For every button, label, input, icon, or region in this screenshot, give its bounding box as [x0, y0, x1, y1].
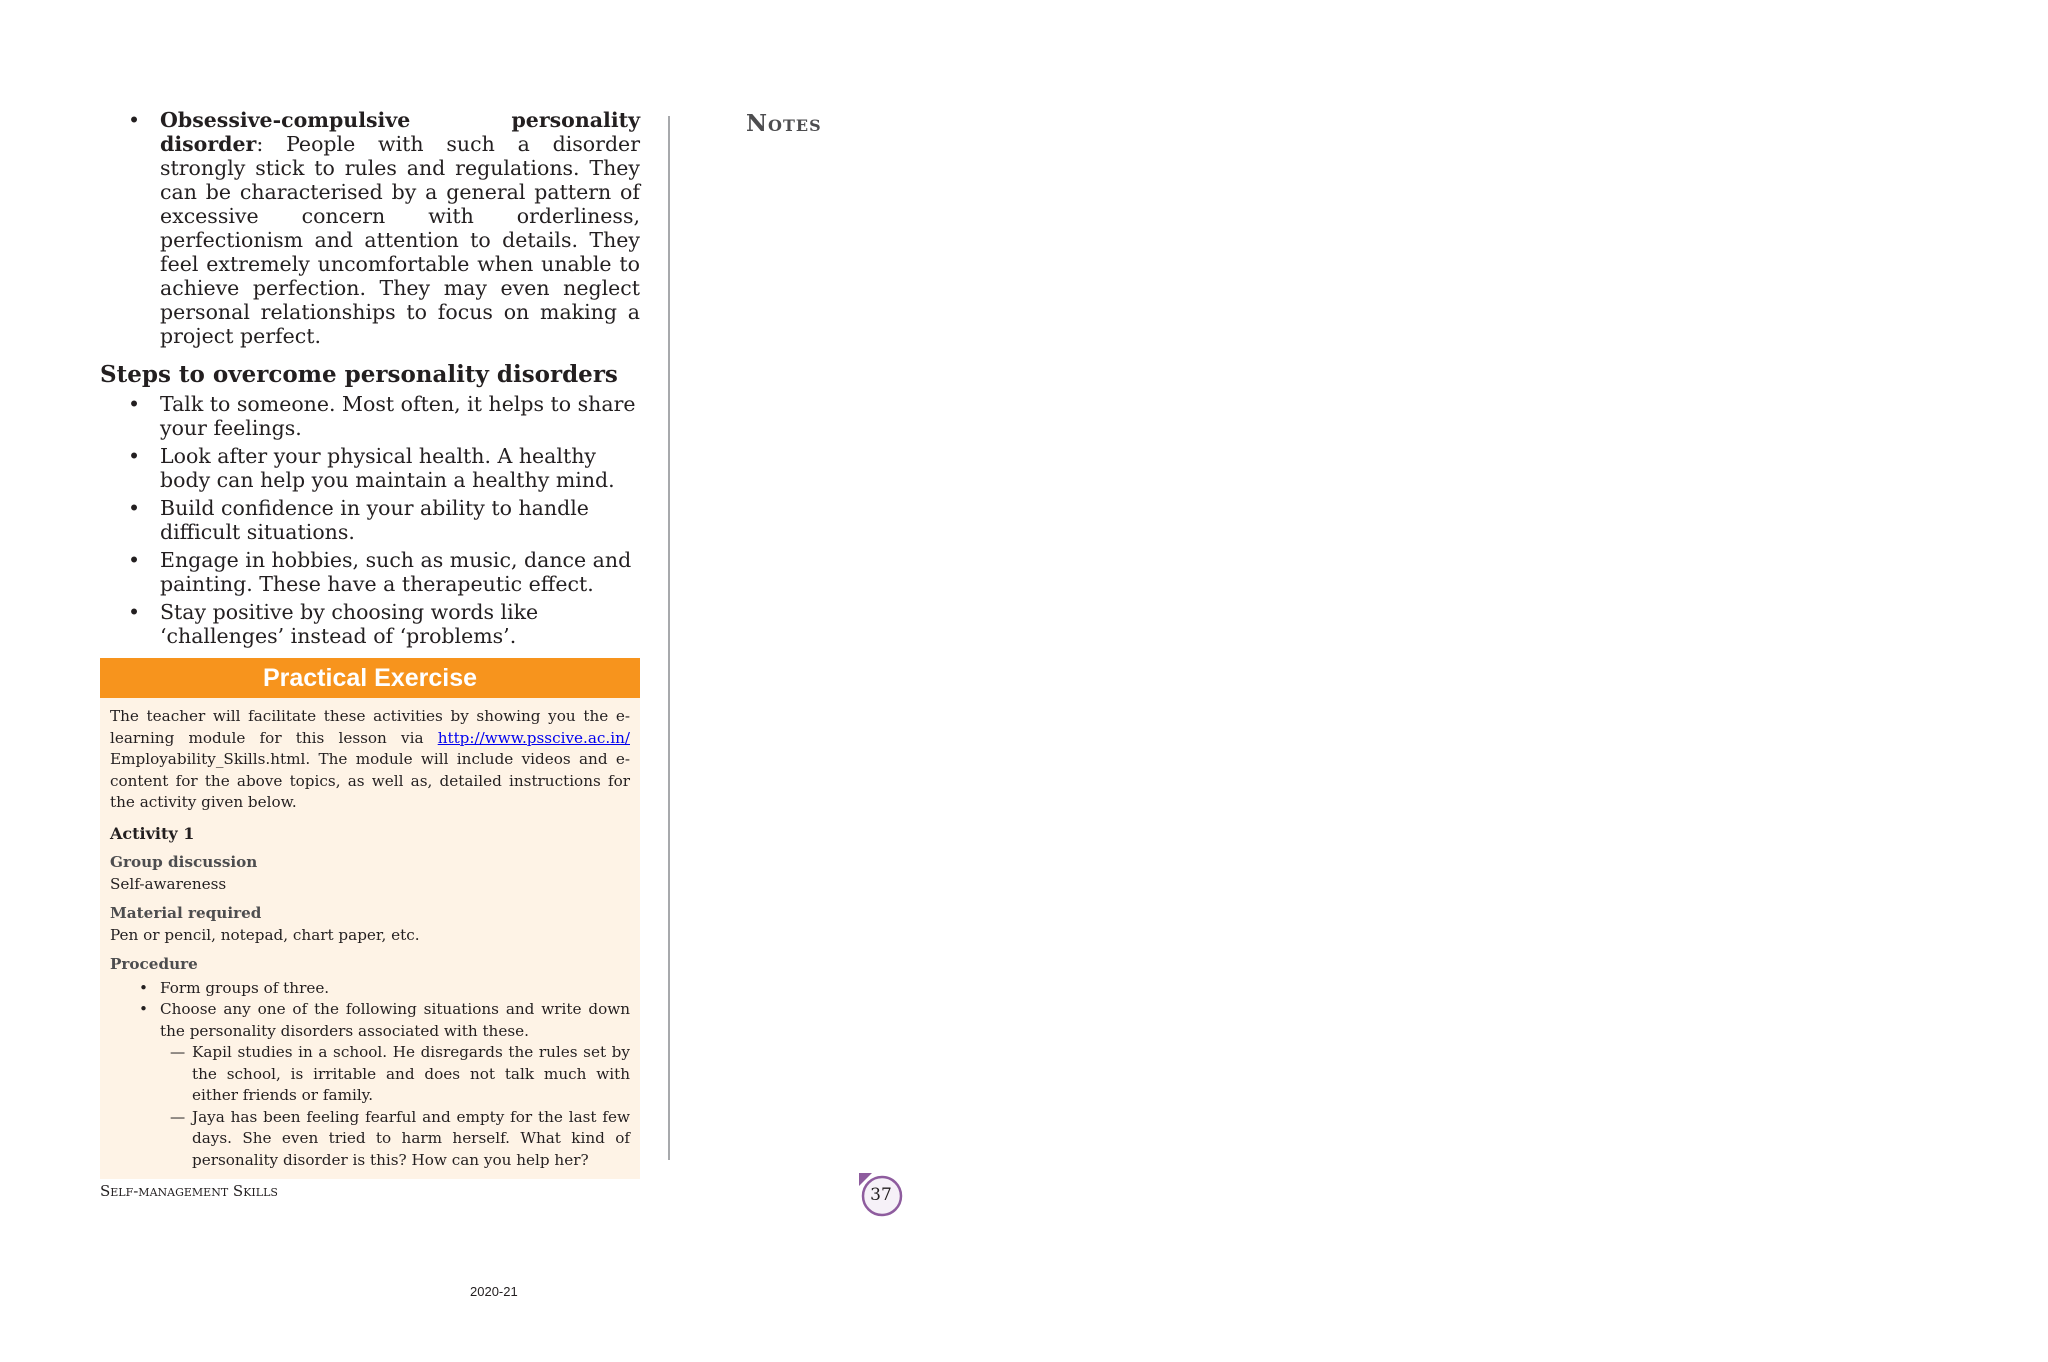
year-label: 2020-21 [470, 1284, 518, 1299]
intro-text-after: Employability_Skills.html. The module will include videos and e-content for the above topics, as well as, detailed instructions for the activity given below. [110, 750, 630, 811]
module-link[interactable]: http://www.psscive.ac.in/ [437, 728, 630, 747]
disorder-text: People with such a disorder strongly stick to rules and regulations. They can be characterised by a general pattern of excessive concern with orderliness, perfectionism and attention to details. They feel extremely uncomfortable when unable to achieve perfection. They may even neglect personal relationships to focus on making a project perfect. [160, 132, 640, 348]
material-heading: Material required [110, 904, 262, 922]
material-value: Pen or pencil, notepad, chart paper, etc. [110, 925, 420, 944]
left-column [100, 108, 640, 1179]
group-heading: Group discussion [110, 853, 258, 871]
list-item: • Stay positive by choosing words like ‘challenges’ instead of ‘problems’. [100, 600, 640, 648]
procedure-text: Choose any one of the following situations and write down the personality disorders associated with these. [160, 1000, 630, 1040]
list-item: — Kapil studies in a school. He disregards the rules set by the school, is irritable and does not talk much with either friends or family. [110, 1042, 630, 1107]
book-title: Self-management Skills [100, 1182, 278, 1200]
exercise-intro [110, 706, 630, 814]
list-item: • Build confidence in your ability to handle difficult situations. [100, 496, 640, 544]
activity-title: Activity 1 [110, 823, 195, 843]
list-item: • Talk to someone. Most often, it helps to share your feelings. [100, 392, 640, 440]
disorder-list [100, 108, 640, 348]
list-item: • Engage in hobbies, such as music, dance and painting. These have a therapeutic effect. [100, 548, 640, 596]
disorder-item [100, 108, 640, 348]
exercise-body [100, 698, 640, 1179]
practical-exercise-box [100, 658, 640, 1179]
column-divider [668, 116, 670, 1160]
exercise-title: Practical Exercise [100, 658, 640, 698]
list-item [110, 999, 630, 1171]
procedure-list [110, 978, 630, 1172]
notes-label: Notes [746, 110, 822, 137]
disorder-term: Obsessive-compulsive personality disorder [160, 108, 640, 156]
list-item: • Form groups of three. [110, 978, 630, 1000]
page-number: 37 [870, 1185, 892, 1205]
steps-list [100, 392, 640, 648]
situations-list [160, 1042, 630, 1171]
list-item: — Jaya has been feeling fearful and empty for the last few days. She even tried to harm herself. What kind of personality disorder is this? How can you help her? [110, 1107, 630, 1172]
procedure-heading: Procedure [110, 955, 198, 973]
list-item: • Look after your physical health. A healthy body can help you maintain a healthy mind. [100, 444, 640, 492]
steps-heading: Steps to overcome personality disorders [100, 361, 618, 388]
group-value: Self-awareness [110, 874, 227, 893]
intro-text: The teacher will facilitate these activities by showing you the e-learning module for this lesson via [110, 707, 630, 747]
disorder-colon: : [256, 132, 264, 156]
